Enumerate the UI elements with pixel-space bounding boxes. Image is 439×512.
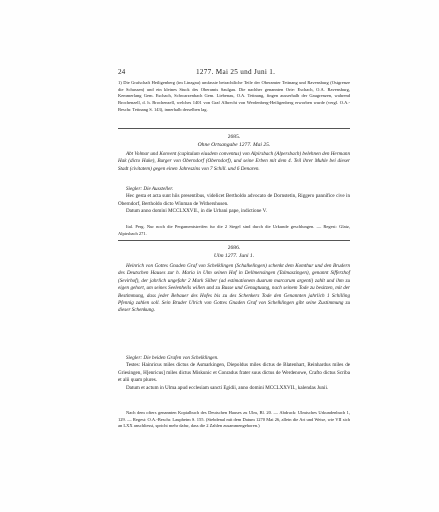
doc-2685-number: 2685. [227,134,241,140]
witness-text: Testes: Hainricus miles dictus de Asmarkingen, Diepoldus miles dictus de Blatenhart, Reinhardus miles de Griesingen, H[enricus] miles dictus Miskunic et Conradus frater suus dictus de Werdenowe, Crafto dictus Scriba et alii quam plures. [118,362,350,384]
doc-2686-dateline: Ulm 1277. Juni 1. [213,253,255,259]
summary-text: Abt Volmar und Konvent (capitulum eiusdem conventus) von Alpirsbach (Alpersbach) belehnen den Hermann Hak (dicto Hake), Burger von Oberndorf (Oberndorf), und seine Erben mit dem 4. Teil ihrer Muhle bei dieser Stadt (civitatem) gegen einen Jahreszins von 7 Schill. und 6 Denaren. [118,151,350,172]
footnote-top [118,80,350,114]
doc-2686-summary [118,263,350,315]
doc-2685-summary [118,151,350,173]
divider [118,240,350,241]
datum-line: Datum anno domini MCCLXXVII., in die Urbani pape, indictione V. [126,208,267,215]
sealer-line: Siegler: Die beiden Grafen von Schelklingen. [126,355,219,361]
footnote-text: 1) Die Grafschaft Heiligenberg (im Linzgau) umfasste betrachtliche Teile der Oberamter Tettnang und Ravensburg (Ostgrenze die Schussen) und ein kleines Stuck des Oberamts Saulgau. Die nachher genannten Orte: Eschach, O.A. Ravensburg, Kemmerlang Gem. Eschach, Schwarzenbach Gem. Liebenau, O.A. Tettnang, fingen ausserhalb der Gaugrenzen, wahrend Brochenzell, d. h. Brochenzell, welches 1401 von Graf Albrecht von Werdenberg-Heiligenberg erworben wurde (vergl. O.A.-Beschr. Tettnang S. 143), innerhalb derselben lag. [118,80,350,112]
page-number: 24 [118,68,126,76]
note-text: Ital. Perg. Nur noch die Pergamentstreifen fur die 2 Siegel sind durch die Urkunde geschlungen. — Regest: Glatz, Alpirsbach 271. [118,224,350,236]
divider [118,128,350,129]
sealer-line: Siegler: Die Aussteller. [126,186,174,192]
doc-2686-body [118,355,350,392]
doc-2686-note [118,410,350,430]
doc-2685-note [118,224,350,237]
datum-line: Datum et actum in Ulma apud ecclesiam sancti Egidii, anno domini MCCLXXVII., kalendas Junii. [126,384,329,391]
doc-2685-dateline: Ohne Ortsangabe 1277. Mai 25. [197,142,271,148]
note-text: Nach dem ofters genannten Kopialbuch des Deutschen Hauses zu Ulm, Bl. 20. — Abdruck: Ulmisches Urkundenbuch 1, 129. — Regest: O.A.-Beschr. Laupheim S. 155. (Siebdenal mit dem Datum 1270 Mai 26, allein die Art und Weise, wie VII sich an LXX anschliesst, spricht mehr dafur, dass die 2 Zahlen zusammengehoren.) [118,410,350,429]
witness-text: Hec gesta et acta sunt hiis presentibus, videlicet Bertholdo advocato de Dornstetin, Riggero pannifice cive in Oberndorf, Bertholdo dicto Winman de Withershusen. [118,193,350,207]
doc-2685-body [118,186,350,216]
running-title: 1277. Mai 25 und Juni 1. [196,68,276,76]
doc-2686-number: 2686. [227,245,241,251]
summary-text: Heinrich von Gottes Gnaden Graf von Schelklingen (Schalkelingen) schenkt dem Komthur und den Brudern des Deutschen Hauses zur h. Maria in Ulm seinen Hof in Dellmensingen (Talmaszingen), genannt Sifferzhof (Sevirhof), der jahrlich ungefahr 2 Mark Silber (ad estimationem duarum marcarum argenti) zahlt und ihm zu eigen gehort, um seines Seelenheils willen und zu Busse und Genugtuung, nach seinem Tode zu besitzen, mit der Bestimmung, dass jeder Bebauer des Hofes bis zu des Schenkers Tode den Genannten jahrlich 1 Schilling Pfennig zahlen soll. Sein Bruder Ulrich von Gottes Gnaden Graf von Schelklingen gibt seine Zustimmung zu dieser Schenkung. [118,263,350,314]
